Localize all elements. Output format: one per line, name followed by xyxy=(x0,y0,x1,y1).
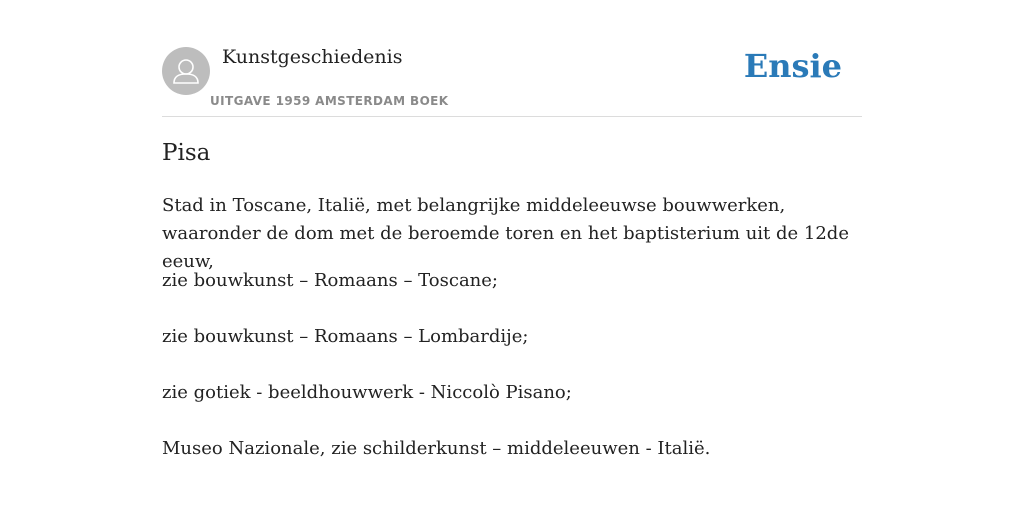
book-subtitle: UITGAVE 1959 AMSTERDAM BOEK xyxy=(210,94,449,108)
reference-item[interactable]: zie gotiek - beeldhouwwerk - Niccolò Pisano; xyxy=(162,382,572,403)
avatar[interactable] xyxy=(162,47,210,95)
reference-item[interactable]: zie bouwkunst – Romaans – Toscane; xyxy=(162,270,498,291)
description-text: Stad in Toscane, Italië, met belangrijke middeleeuwse bouwwerken, waaronder de dom met de beroemde toren en het baptisterium uit de 12de eeuw, xyxy=(162,195,849,272)
page-header xyxy=(162,0,862,117)
entry-description xyxy=(162,192,862,276)
page-container xyxy=(162,0,862,459)
reference-item[interactable]: Museo Nazionale, zie schilderkunst – middeleeuwen - Italië. xyxy=(162,438,711,459)
user-icon xyxy=(162,47,210,95)
reference-item[interactable]: zie bouwkunst – Romaans – Lombardije; xyxy=(162,326,529,347)
reference-list xyxy=(162,267,862,491)
brand-logo[interactable]: Ensie xyxy=(743,47,842,85)
book-title[interactable]: Kunstgeschiedenis xyxy=(222,46,403,68)
entry-title: Pisa xyxy=(162,140,211,166)
